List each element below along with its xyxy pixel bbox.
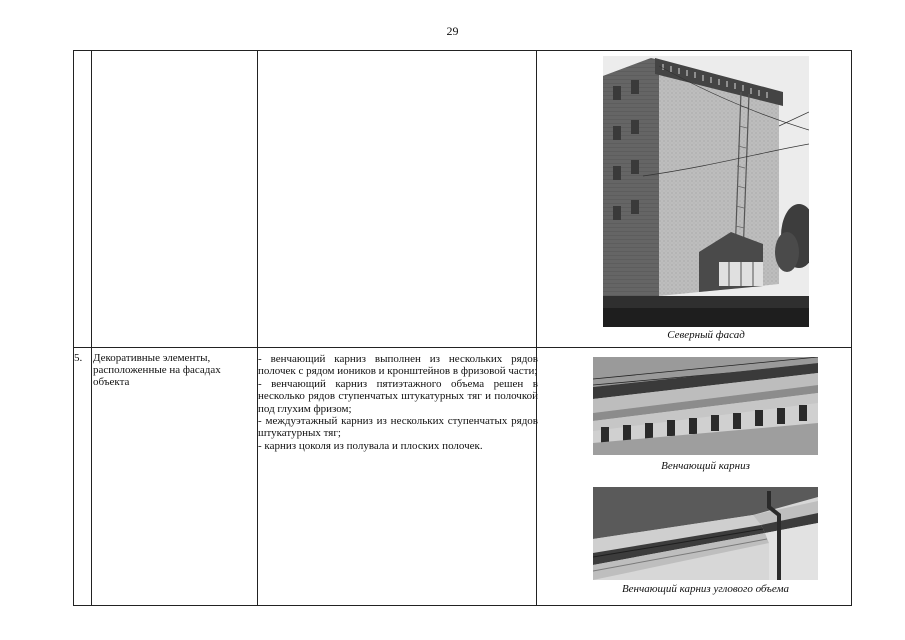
description-item: - венчающий карниз выполнен из нескольких рядов полочек с рядом иоников и кронштейнов в фризовой части; xyxy=(258,353,538,378)
description-item: - венчающий карниз пятиэтажного объема решен в несколько рядов ступенчатых штукатурных тяг и полочкой под глухим фризом; xyxy=(258,377,538,415)
corner-cornice-photo xyxy=(593,487,818,580)
cornice-caption: Венчающий карниз xyxy=(661,460,750,472)
cornice-photo xyxy=(593,357,818,455)
row-title-line: объекта xyxy=(93,376,130,388)
north-facade-caption: Северный фасад xyxy=(667,329,745,341)
row-description xyxy=(258,353,538,452)
corner-cornice-caption: Венчающий карниз углового объема xyxy=(621,583,790,595)
row-title-line: расположенные на фасадах xyxy=(93,364,221,376)
corner-cornice-illustration xyxy=(593,487,818,580)
north-facade-illustration xyxy=(603,56,809,327)
north-facade-photo xyxy=(603,56,809,327)
page-number: 29 xyxy=(446,24,459,38)
row-divider xyxy=(74,347,851,348)
column-divider-description xyxy=(536,51,537,605)
description-item: - междуэтажный карниз из нескольких ступенчатых рядов штукатурных тяг; xyxy=(258,415,538,440)
row-title-line: Декоративные элементы, xyxy=(93,352,211,364)
cornice-illustration xyxy=(593,357,818,455)
description-item: - карниз цоколя из полувала и плоских полочек. xyxy=(258,439,483,452)
column-divider-number xyxy=(91,51,92,605)
row-number: 5. xyxy=(74,352,83,364)
column-divider-title xyxy=(257,51,258,605)
row-title xyxy=(93,352,253,388)
